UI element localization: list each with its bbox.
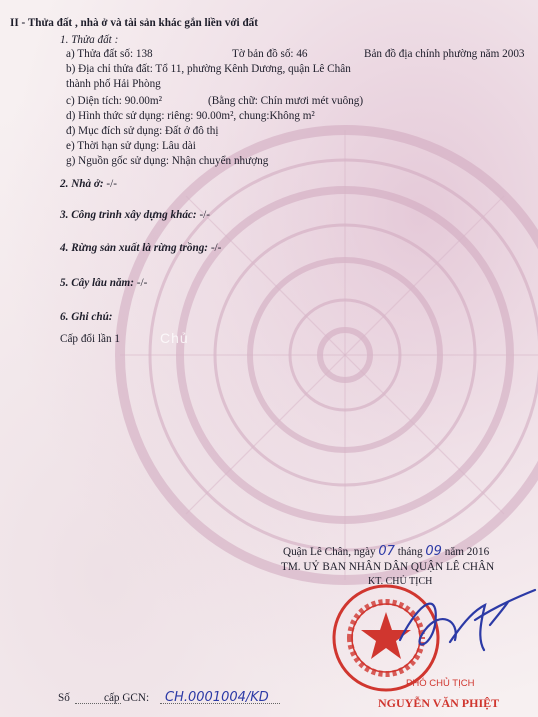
footer-label-suffix: cấp GCN: — [104, 692, 150, 704]
signing-day: 07 — [378, 544, 395, 559]
signer-name: NGUYỄN VĂN PHIỆT — [378, 696, 500, 710]
footer-certificate-number: CH.0001004/KD — [165, 690, 269, 705]
footer-label-prefix: Số — [58, 692, 70, 704]
land-area: c) Diện tích: 90.00m² — [66, 95, 162, 107]
land-usage-purpose: đ) Mục đích sử dụng: Đất ở đô thị — [66, 125, 219, 137]
land-heading: 1. Thửa đất : — [60, 34, 119, 46]
signing-authority: TM. UỶ BAN NHÂN DÂN QUẬN LÊ CHÂN — [281, 561, 495, 573]
construction-row — [60, 209, 210, 221]
signing-month: 09 — [425, 544, 442, 559]
background-emblem — [110, 120, 538, 590]
land-usage-form: d) Hình thức sử dụng: riêng: 90.00m², chung:Không m² — [66, 110, 315, 122]
watermark: Chủ — [160, 330, 189, 346]
signer-title: PHÓ CHỦ TỊCH — [406, 678, 475, 689]
land-usage-origin: g) Nguồn gốc sử dụng: Nhận chuyển nhượng — [66, 155, 269, 167]
land-map-note: Bản đồ địa chính phường năm 2003 — [364, 48, 525, 60]
construction-value: -/- — [196, 209, 210, 221]
construction-heading: 3. Công trình xây dựng khác: — [60, 209, 197, 221]
forest-heading: 4. Rừng sản xuất là rừng trồng: — [60, 242, 209, 254]
trees-row — [60, 277, 147, 289]
land-address: b) Địa chỉ thửa đất: Tổ 11, phường Kênh Dương, quận Lê Chân — [66, 63, 351, 75]
forest-value: -/- — [208, 242, 222, 254]
land-address-city: thành phố Hải Phòng — [66, 78, 161, 90]
land-parcel-number: a) Thửa đất số: 138 — [66, 48, 153, 60]
house-row — [60, 178, 117, 190]
land-usage-term: e) Thời hạn sử dụng: Lâu dài — [66, 140, 196, 152]
house-heading: 2. Nhà ở: — [60, 178, 104, 190]
footer-number-line — [160, 701, 280, 704]
signing-place-prefix: Quận Lê Chân, ngày — [283, 546, 376, 558]
forest-row — [60, 242, 221, 254]
signing-kt: KT. CHỦ TỊCH — [368, 576, 433, 587]
signing-year: năm 2016 — [444, 546, 490, 558]
signature-icon — [380, 580, 538, 675]
house-value: -/- — [103, 178, 117, 190]
trees-value: -/- — [133, 277, 148, 289]
land-map-sheet: Tờ bản đồ số: 46 — [232, 48, 308, 60]
signing-date-line — [283, 545, 489, 559]
signing-month-label: tháng — [397, 546, 423, 558]
notes-value: Cấp đổi lần 1 — [60, 333, 120, 345]
section-title: II - Thửa đất , nhà ở và tài sản khác gắn liền với đất — [10, 17, 258, 29]
notes-heading: 6. Ghi chú: — [60, 311, 113, 323]
trees-heading: 5. Cây lâu năm: — [60, 277, 134, 289]
land-area-words: (Bằng chữ: Chín mươi mét vuông) — [208, 95, 364, 107]
